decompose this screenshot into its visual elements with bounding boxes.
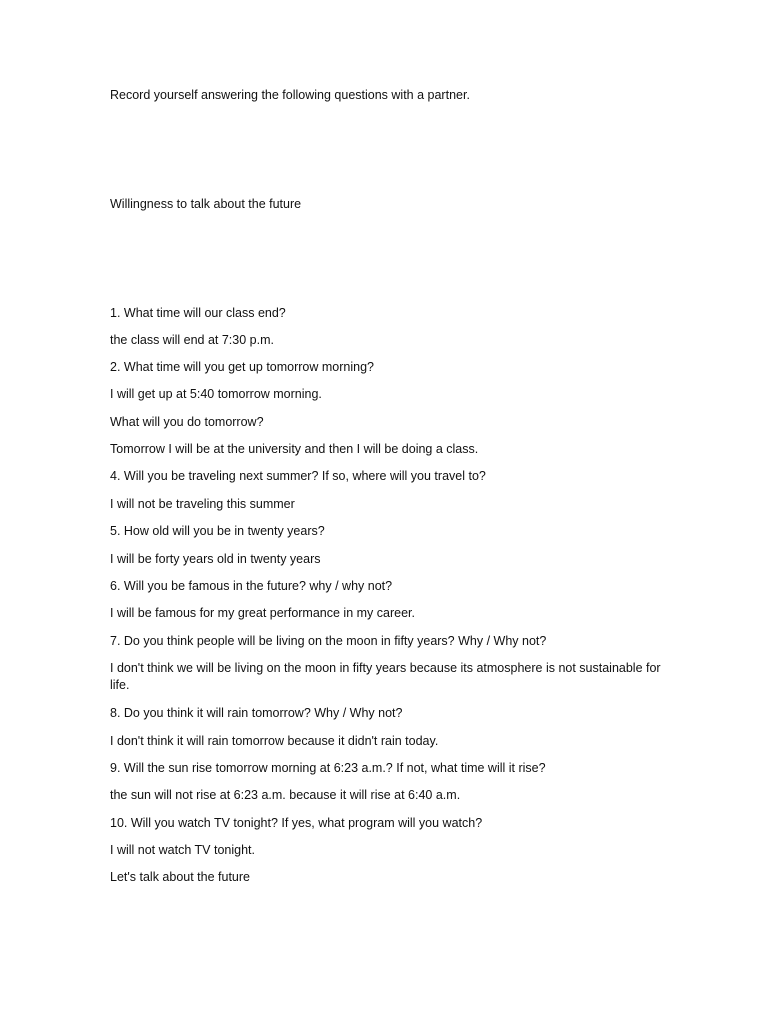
question-2: 2. What time will you get up tomorrow morning?	[110, 360, 374, 374]
instructions-text: Record yourself answering the following questions with a partner.	[110, 88, 470, 102]
question-5: 5. How old will you be in twenty years?	[110, 524, 325, 538]
answer-5: I will be forty years old in twenty years	[110, 552, 321, 566]
question-7: 7. Do you think people will be living on the moon in fifty years? Why / Why not?	[110, 634, 547, 648]
answer-9: the sun will not rise at 6:23 a.m. because it will rise at 6:40 a.m.	[110, 788, 461, 802]
question-1: 1. What time will our class end?	[110, 306, 286, 320]
question-10: 10. Will you watch TV tonight? If yes, what program will you watch?	[110, 816, 483, 830]
question-9: 9. Will the sun rise tomorrow morning at 6:23 a.m.? If not, what time will it rise?	[110, 761, 546, 775]
answer-1: the class will end at 7:30 p.m.	[110, 333, 274, 347]
answer-3: Tomorrow I will be at the university and then I will be doing a class.	[110, 442, 479, 456]
answer-2: I will get up at 5:40 tomorrow morning.	[110, 387, 322, 401]
answer-6: I will be famous for my great performance in my career.	[110, 606, 415, 620]
question-4: 4. Will you be traveling next summer? If so, where will you travel to?	[110, 469, 486, 483]
question-3: What will you do tomorrow?	[110, 415, 264, 429]
answer-10: I will not watch TV tonight.	[110, 843, 255, 857]
question-8: 8. Do you think it will rain tomorrow? Why / Why not?	[110, 706, 403, 720]
section-title: Willingness to talk about the future	[110, 197, 302, 211]
answer-7: I don't think we will be living on the moon in fifty years because its atmosphere is not sustainable for life.	[110, 661, 661, 692]
answer-8: I don't think it will rain tomorrow because it didn't rain today.	[110, 734, 439, 748]
question-6: 6. Will you be famous in the future? why / why not?	[110, 579, 393, 593]
answer-4: I will not be traveling this summer	[110, 497, 295, 511]
closing-text: Let's talk about the future	[110, 870, 250, 884]
